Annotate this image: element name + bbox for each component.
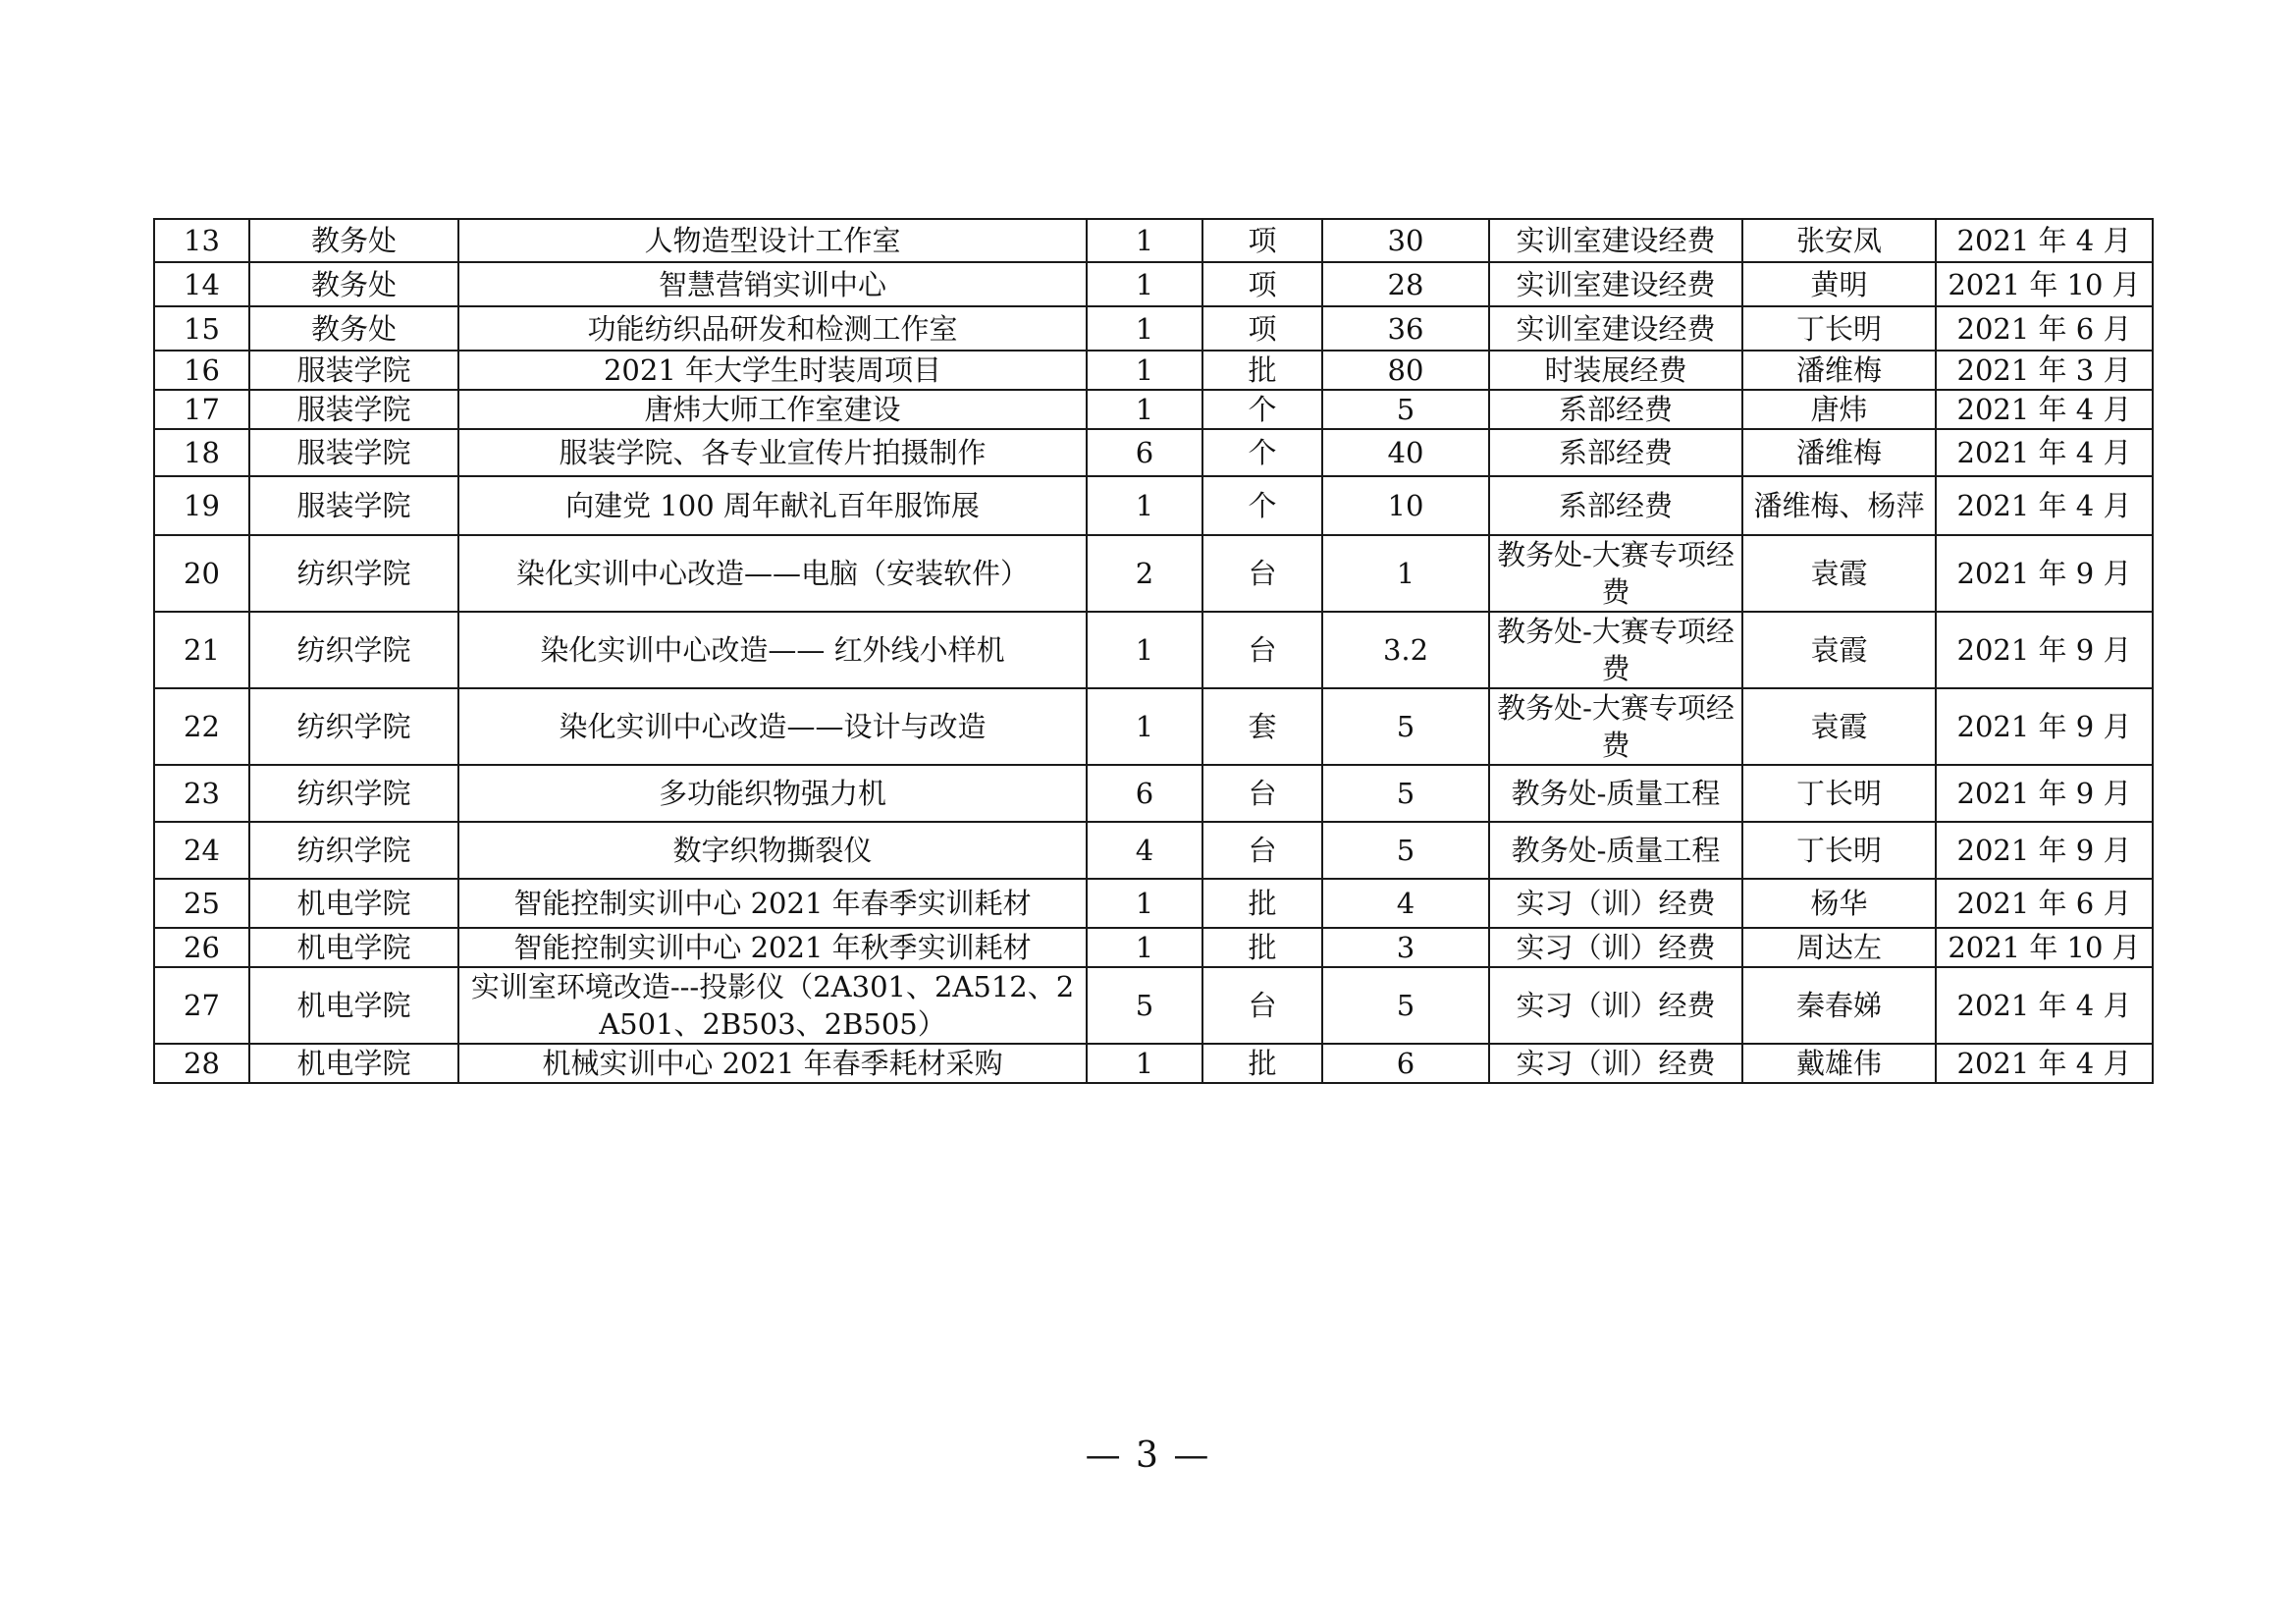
cell-project: 数字织物撕裂仪 [458, 822, 1087, 879]
cell-department: 教务处 [249, 262, 458, 306]
table-row [154, 429, 2153, 476]
cell-owner: 潘维梅 [1742, 429, 1936, 476]
cell-owner: 袁霞 [1742, 535, 1936, 612]
table-row [154, 306, 2153, 351]
cell-unit: 个 [1202, 390, 1322, 429]
table-row [154, 879, 2153, 928]
cell-date: 2021 年 4 月 [1936, 1044, 2153, 1083]
cell-unit: 批 [1202, 351, 1322, 390]
cell-department: 服装学院 [249, 476, 458, 535]
cell-amount: 80 [1322, 351, 1489, 390]
cell-owner: 杨华 [1742, 879, 1936, 928]
cell-funding-source: 实训室建设经费 [1489, 262, 1742, 306]
table-row [154, 351, 2153, 390]
cell-funding-source: 教务处-质量工程 [1489, 765, 1742, 822]
table-row [154, 765, 2153, 822]
cell-number: 27 [154, 967, 249, 1044]
cell-quantity: 1 [1087, 612, 1202, 688]
cell-number: 26 [154, 928, 249, 967]
cell-quantity: 6 [1087, 429, 1202, 476]
table-row [154, 262, 2153, 306]
cell-unit: 项 [1202, 262, 1322, 306]
cell-number: 19 [154, 476, 249, 535]
cell-date: 2021 年 6 月 [1936, 306, 2153, 351]
procurement-plan-sheet [153, 218, 2152, 1084]
cell-unit: 台 [1202, 535, 1322, 612]
cell-date: 2021 年 9 月 [1936, 822, 2153, 879]
cell-number: 18 [154, 429, 249, 476]
cell-department: 服装学院 [249, 351, 458, 390]
cell-unit: 台 [1202, 822, 1322, 879]
cell-amount: 3 [1322, 928, 1489, 967]
cell-date: 2021 年 4 月 [1936, 476, 2153, 535]
cell-funding-source: 教务处-大赛专项经费 [1489, 535, 1742, 612]
cell-funding-source: 教务处-大赛专项经费 [1489, 688, 1742, 765]
cell-owner: 黄明 [1742, 262, 1936, 306]
cell-quantity: 1 [1087, 1044, 1202, 1083]
cell-amount: 30 [1322, 219, 1489, 262]
cell-number: 17 [154, 390, 249, 429]
cell-date: 2021 年 4 月 [1936, 429, 2153, 476]
cell-amount: 4 [1322, 879, 1489, 928]
cell-project: 人物造型设计工作室 [458, 219, 1087, 262]
cell-department: 纺织学院 [249, 535, 458, 612]
cell-quantity: 1 [1087, 262, 1202, 306]
cell-owner: 唐炜 [1742, 390, 1936, 429]
cell-quantity: 1 [1087, 688, 1202, 765]
cell-department: 服装学院 [249, 429, 458, 476]
cell-owner: 周达左 [1742, 928, 1936, 967]
cell-number: 21 [154, 612, 249, 688]
cell-number: 13 [154, 219, 249, 262]
cell-unit: 个 [1202, 476, 1322, 535]
cell-project: 2021 年大学生时装周项目 [458, 351, 1087, 390]
table-row [154, 612, 2153, 688]
cell-funding-source: 教务处-大赛专项经费 [1489, 612, 1742, 688]
cell-quantity: 1 [1087, 351, 1202, 390]
cell-department: 机电学院 [249, 879, 458, 928]
table-row [154, 822, 2153, 879]
cell-date: 2021 年 9 月 [1936, 765, 2153, 822]
table-row [154, 535, 2153, 612]
cell-project: 染化实训中心改造——电脑（安装软件） [458, 535, 1087, 612]
cell-date: 2021 年 6 月 [1936, 879, 2153, 928]
cell-amount: 5 [1322, 967, 1489, 1044]
cell-date: 2021 年 9 月 [1936, 688, 2153, 765]
table-row [154, 390, 2153, 429]
cell-amount: 40 [1322, 429, 1489, 476]
cell-owner: 丁长明 [1742, 765, 1936, 822]
cell-project: 智能控制实训中心 2021 年秋季实训耗材 [458, 928, 1087, 967]
cell-funding-source: 系部经费 [1489, 390, 1742, 429]
cell-owner: 袁霞 [1742, 612, 1936, 688]
cell-amount: 28 [1322, 262, 1489, 306]
table-row [154, 688, 2153, 765]
table-row [154, 219, 2153, 262]
cell-project: 染化实训中心改造—— 红外线小样机 [458, 612, 1087, 688]
cell-unit: 项 [1202, 219, 1322, 262]
cell-unit: 批 [1202, 1044, 1322, 1083]
cell-department: 教务处 [249, 219, 458, 262]
table-row [154, 928, 2153, 967]
cell-project: 向建党 100 周年献礼百年服饰展 [458, 476, 1087, 535]
cell-amount: 5 [1322, 765, 1489, 822]
cell-quantity: 4 [1087, 822, 1202, 879]
cell-department: 机电学院 [249, 928, 458, 967]
cell-funding-source: 实习（训）经费 [1489, 967, 1742, 1044]
cell-project: 功能纺织品研发和检测工作室 [458, 306, 1087, 351]
cell-funding-source: 实习（训）经费 [1489, 1044, 1742, 1083]
cell-unit: 批 [1202, 928, 1322, 967]
cell-date: 2021 年 4 月 [1936, 967, 2153, 1044]
cell-unit: 台 [1202, 967, 1322, 1044]
cell-funding-source: 时装展经费 [1489, 351, 1742, 390]
page-number: — 3 — [1085, 1435, 1211, 1476]
cell-date: 2021 年 3 月 [1936, 351, 2153, 390]
cell-owner: 袁霞 [1742, 688, 1936, 765]
cell-amount: 3.2 [1322, 612, 1489, 688]
cell-amount: 6 [1322, 1044, 1489, 1083]
cell-project: 实训室环境改造---投影仪（2A301、2A512、2A501、2B503、2B505） [458, 967, 1087, 1044]
cell-unit: 套 [1202, 688, 1322, 765]
cell-department: 纺织学院 [249, 688, 458, 765]
cell-number: 20 [154, 535, 249, 612]
cell-quantity: 1 [1087, 476, 1202, 535]
cell-quantity: 6 [1087, 765, 1202, 822]
cell-unit: 项 [1202, 306, 1322, 351]
cell-date: 2021 年 9 月 [1936, 612, 2153, 688]
cell-owner: 张安凤 [1742, 219, 1936, 262]
cell-department: 教务处 [249, 306, 458, 351]
table-row [154, 476, 2153, 535]
cell-project: 智慧营销实训中心 [458, 262, 1087, 306]
cell-owner: 丁长明 [1742, 306, 1936, 351]
cell-number: 24 [154, 822, 249, 879]
cell-department: 纺织学院 [249, 612, 458, 688]
cell-funding-source: 教务处-质量工程 [1489, 822, 1742, 879]
procurement-plan-table [153, 218, 2154, 1084]
cell-owner: 秦春娣 [1742, 967, 1936, 1044]
cell-project: 多功能织物强力机 [458, 765, 1087, 822]
cell-number: 22 [154, 688, 249, 765]
cell-department: 纺织学院 [249, 765, 458, 822]
cell-funding-source: 实训室建设经费 [1489, 219, 1742, 262]
cell-unit: 台 [1202, 765, 1322, 822]
cell-owner: 戴雄伟 [1742, 1044, 1936, 1083]
table-body [154, 219, 2153, 1083]
cell-number: 25 [154, 879, 249, 928]
cell-unit: 台 [1202, 612, 1322, 688]
cell-owner: 丁长明 [1742, 822, 1936, 879]
cell-date: 2021 年 9 月 [1936, 535, 2153, 612]
cell-unit: 批 [1202, 879, 1322, 928]
cell-project: 机械实训中心 2021 年春季耗材采购 [458, 1044, 1087, 1083]
cell-department: 纺织学院 [249, 822, 458, 879]
cell-number: 15 [154, 306, 249, 351]
cell-funding-source: 系部经费 [1489, 476, 1742, 535]
cell-amount: 5 [1322, 390, 1489, 429]
cell-project: 服装学院、各专业宣传片拍摄制作 [458, 429, 1087, 476]
cell-funding-source: 实习（训）经费 [1489, 928, 1742, 967]
cell-quantity: 1 [1087, 879, 1202, 928]
cell-project: 智能控制实训中心 2021 年春季实训耗材 [458, 879, 1087, 928]
cell-quantity: 5 [1087, 967, 1202, 1044]
table-row [154, 1044, 2153, 1083]
cell-date: 2021 年 10 月 [1936, 928, 2153, 967]
cell-number: 23 [154, 765, 249, 822]
cell-amount: 36 [1322, 306, 1489, 351]
cell-quantity: 1 [1087, 928, 1202, 967]
cell-owner: 潘维梅、杨萍 [1742, 476, 1936, 535]
cell-project: 染化实训中心改造——设计与改造 [458, 688, 1087, 765]
cell-amount: 5 [1322, 688, 1489, 765]
cell-project: 唐炜大师工作室建设 [458, 390, 1087, 429]
cell-quantity: 1 [1087, 306, 1202, 351]
cell-number: 14 [154, 262, 249, 306]
cell-funding-source: 实习（训）经费 [1489, 879, 1742, 928]
cell-number: 28 [154, 1044, 249, 1083]
cell-department: 机电学院 [249, 967, 458, 1044]
cell-quantity: 1 [1087, 390, 1202, 429]
cell-number: 16 [154, 351, 249, 390]
cell-funding-source: 实训室建设经费 [1489, 306, 1742, 351]
cell-funding-source: 系部经费 [1489, 429, 1742, 476]
table-row [154, 967, 2153, 1044]
cell-quantity: 2 [1087, 535, 1202, 612]
cell-amount: 5 [1322, 822, 1489, 879]
cell-date: 2021 年 4 月 [1936, 219, 2153, 262]
cell-amount: 1 [1322, 535, 1489, 612]
cell-date: 2021 年 10 月 [1936, 262, 2153, 306]
cell-owner: 潘维梅 [1742, 351, 1936, 390]
cell-department: 机电学院 [249, 1044, 458, 1083]
cell-date: 2021 年 4 月 [1936, 390, 2153, 429]
cell-quantity: 1 [1087, 219, 1202, 262]
cell-unit: 个 [1202, 429, 1322, 476]
cell-amount: 10 [1322, 476, 1489, 535]
cell-department: 服装学院 [249, 390, 458, 429]
